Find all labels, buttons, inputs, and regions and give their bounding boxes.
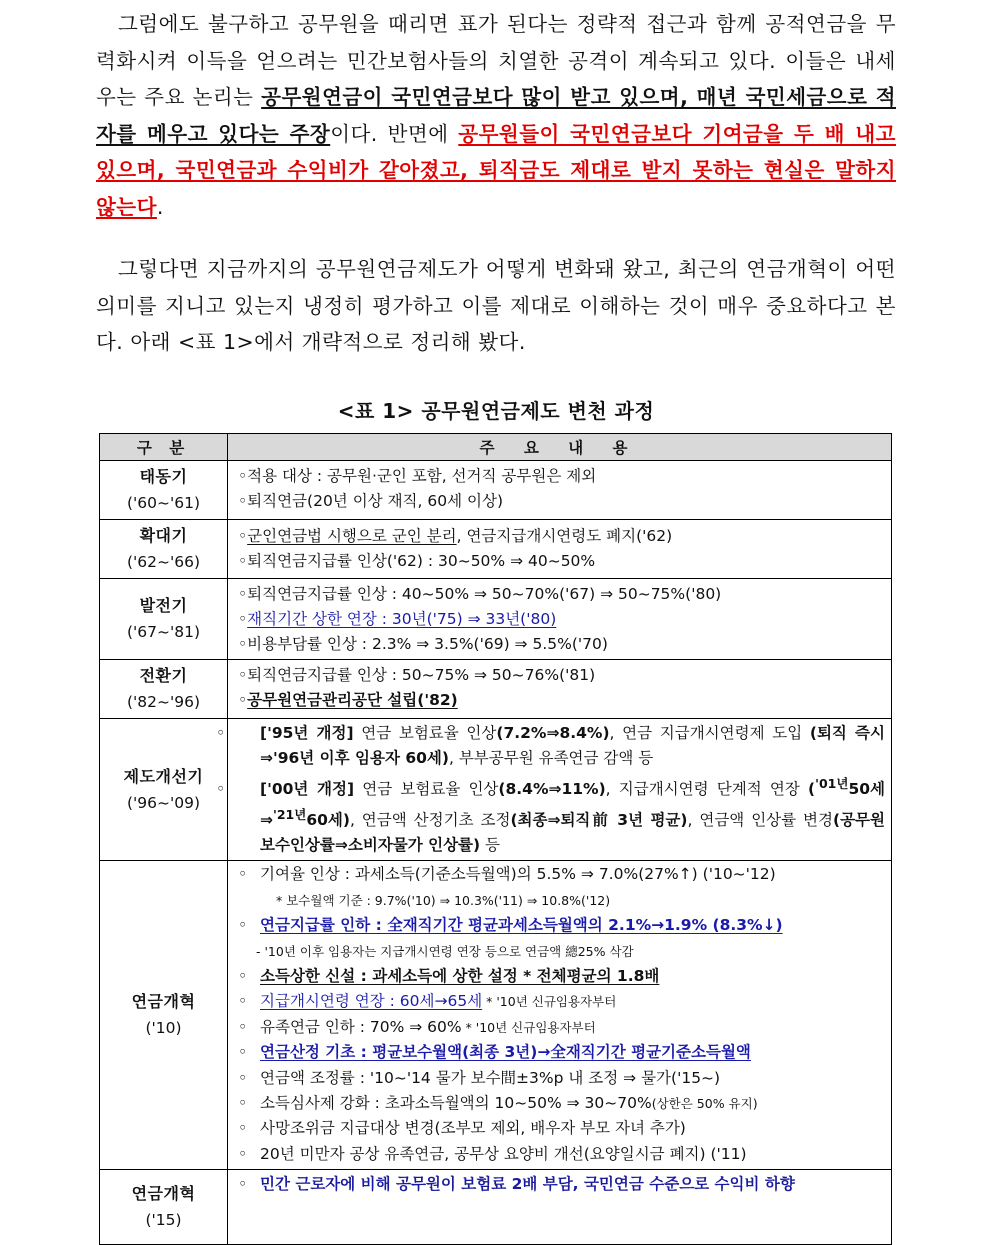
bullet-marker: ◦ [238,992,248,1011]
item-text: 등 [480,836,501,855]
list-item [238,1172,885,1197]
item-text: 연금 보험료율 인상 [354,780,499,799]
table-caption: <표 1> 공무원연금제도 변천 과정 [337,399,655,423]
blue-underlined-text: 재직기간 상한 연장 : 30년('75) ⇒ 33년('80) [247,610,557,628]
list-item [238,862,885,887]
list-item: ◦퇴직연금지급률 인상('62) : 30~50% ⇒ 40~50% [238,552,596,570]
bullet-marker: ◦ [238,691,248,709]
bullet-marker: ◦ [238,1175,248,1194]
category-period: ('10) [145,1019,182,1038]
list-item: ◦비용부담률 인상 : 2.3% ⇒ 3.5%('69) ⇒ 5.5%('70) [238,635,608,653]
item-text: , 연금액 인상률 변경 [687,811,833,830]
paragraph-lead: 그럼에도 불구하고 공무원을 때리면 표가 된다는 정략적 접근과 함께 공적연금을 무력화시켜 이득을 얻으려는 민간보험사들의 치열한 공격이 계속되고 있다. 이들은 내세우는 주요 논리는 [96,12,896,109]
bullet-marker: ◦ [238,1093,248,1112]
category-name: 태동기 [139,467,188,486]
table-row [100,1170,892,1245]
reality-text: 공무원들이 국민연금보다 기여금을 두 배 내고 있으며, 국민연금과 수익비가 같아졌고, 퇴직금도 제대로 받지 못하는 현실은 말하지 않는다 [96,121,896,219]
content-cell [228,861,892,1170]
list-item: ◦퇴직연금지급률 인상 : 50~75% ⇒ 50~76%('81) [238,666,596,684]
content-cell [228,660,892,719]
bold-text: (최종⇒퇴직前 3년 평균) [510,811,688,830]
bullet-marker: ◦ [238,1119,248,1138]
bold-text: 50세⇒ [260,780,885,830]
category-period: ('96~'09) [126,793,201,812]
list-item [238,1040,885,1065]
header-category: 구 분 [100,434,228,461]
category-cell [100,861,228,1170]
item-text: 사망조위금 지급대상 변경(조부모 제외, 배우자 부모 자녀 추가) [260,1119,686,1138]
item-text: , 연금지급개시연령도 폐지('62) [456,527,673,545]
category-cell [100,1170,228,1245]
item-text: , 연금 지급개시연령제 도입 [609,724,810,742]
superscript-year: '01년 [815,776,849,791]
second-paragraph [96,251,896,361]
category-name: 확대기 [139,526,188,545]
table-row [100,660,892,719]
category-name: 전환기 [139,666,188,685]
list-item [238,688,885,713]
category-name: 발전기 [139,596,188,615]
content-cell [228,1170,892,1245]
list-item [238,607,885,632]
paragraph2-text: 그렇다면 지금까지의 공무원연금제도가 어떻게 변화돼 왔고, 최근의 연금개혁이 어떤 의미를 지니고 있는지 냉정히 평가하고 이를 제대로 이해하는 것이 매우 중요하다고 본다. 아래 <표 1>에서 개략적으로 정리해 봤다. [96,257,896,354]
list-item [238,1015,885,1040]
item-text: 20년 미만자 공상 유족연금, 공무상 요양비 개선(요양일시금 폐지) ('11) [260,1144,747,1163]
table-header-row [100,434,892,461]
blue-underlined-text: 지급개시연령 연장 : 60세→65세 [260,992,483,1011]
bold-text: (공무원 보수인상률⇒소비자물가 인상률) [260,811,886,855]
content-cell [228,579,892,660]
category-period: ('15) [145,1211,182,1230]
category-cell [100,719,228,861]
list-item [238,913,885,938]
list-item: ◦적용 대상 : 공무원·군인 포함, 선거직 공무원은 제외 [238,467,597,485]
bullet-marker: ◦ [238,865,248,884]
list-item [238,1142,885,1167]
bullet-marker: ◦ [238,966,248,985]
note-text: * '10년 신규임용자부터 [461,1019,596,1035]
item-text: , 부부공무원 유족연금 감액 등 [448,749,654,767]
item-text: 유족연금 인하 : 70% ⇒ 60% [260,1017,462,1036]
bullet-marker: ◦ [238,1017,248,1036]
content-cell [228,520,892,579]
category-period: ('62~'66) [126,553,201,571]
reform-label: ['00년 개정] [260,780,355,799]
list-item: ◦퇴직연금(20년 이상 재직, 60세 이상) [238,492,503,510]
paragraph-end: . [156,194,164,219]
bold-text: 60세) [306,811,350,830]
category-cell [100,520,228,579]
blue-underlined-text: 연금산정 기초 : 평균보수월액(최종 3년)→全재직기간 평균기준소득월액 [260,1043,751,1062]
item-text: 소득심사제 강화 : 초과소득월액의 10~50% ⇒ 30~70% [260,1093,652,1112]
table-row [100,520,892,579]
list-item [238,1116,885,1141]
category-cell [100,579,228,660]
bullet-marker: ◦ [238,1068,248,1087]
paragraph-middle: 이다. 반면에 [330,121,459,146]
category-period: ('60~'61) [126,494,201,512]
item-text: , 연금액 산정기초 조정 [349,811,511,830]
category-period: ('67~'81) [126,623,201,641]
list-item [216,771,886,858]
pension-history-table [99,433,892,1245]
item-text: , 지급개시연령 단계적 연장 [605,780,809,799]
list-item [238,524,885,549]
list-item: ◦퇴직연금지급률 인상 : 40~50% ⇒ 50~70%('67) ⇒ 50~75%('80) [238,585,722,603]
bold-blue-text: 민간 근로자에 비해 공무원이 보험료 2배 부담, 국민연금 수준으로 수익비 하향 [260,1175,795,1194]
bullet-marker: ◦ [238,610,248,628]
underlined-text: 공무원연금관리공단 설립('82) [247,691,458,709]
category-cell [100,660,228,719]
table-row [100,579,892,660]
table-row [100,719,892,861]
superscript-year: '21년 [273,807,307,823]
bullet-marker: ◦ [238,1043,248,1062]
category-period: ('82~'96) [126,693,201,711]
bullet-marker: ◦ [216,724,226,742]
item-text: 연금 보험료율 인상 [353,724,497,742]
underlined-text: 군인연금법 시행으로 군인 분리 [247,527,457,545]
bold-text: (8.4%⇒11%) [498,780,606,799]
category-name: 제도개선기 [123,766,204,786]
bold-text: (7.2%⇒8.4%) [496,724,610,742]
item-text: 연금액 조정률 : '10~'14 물가 보수間±3%p 내 조정 ⇒ 물가('15~) [260,1068,721,1087]
content-cell [228,461,892,520]
table-row [100,461,892,520]
note-line: - '10년 이후 임용자는 지급개시연령 연장 등으로 연금액 總25% 삭감 [256,943,634,959]
underlined-text: 소득상한 신설 : 과세소득에 상한 설정 * 전체평균의 1.8배 [260,966,660,985]
bullet-marker: ◦ [238,527,248,545]
table-row [100,861,892,1170]
bullet-marker: ◦ [238,916,248,935]
content-cell [216,719,892,861]
list-item [238,1066,885,1091]
note-text: (상한은 50% 유지) [651,1095,758,1111]
list-item [238,964,885,989]
category-name: 연금개혁 [131,1184,196,1204]
claim-text: 공무원연금이 국민연금보다 많이 받고 있으며, 매년 국민세금으로 적자를 메우고 있다는 주장 [96,85,897,146]
header-content: 주 요 내 용 [228,434,892,461]
category-name: 연금개혁 [131,992,196,1012]
bold-text: (퇴직 즉시⇒'96년 이후 임용자 60세) [260,724,885,767]
reform-label: ['95년 개정] [260,724,354,742]
bold-text: ( [808,780,816,799]
list-item [216,721,885,771]
note-text: * '10년 신규임용자부터 [482,994,617,1010]
item-text: 기여율 인상 : 과세소득(기준소득월액)의 5.5% ⇒ 7.0%(27%↑) ('10~'12) [260,865,776,884]
note-line: * 보수월액 기준 : 9.7%('10) ⇒ 10.3%('11) ⇒ 10.8%('12) [276,892,611,908]
list-item [238,1091,885,1116]
list-item [238,989,885,1014]
blue-underlined-text: 연금지급률 인하 : 全재직기간 평균과세소득월액의 2.1%→1.9% (8.3%↓) [260,916,783,935]
bullet-marker: ◦ [238,1144,248,1163]
intro-paragraph [96,6,896,225]
category-cell [100,461,228,520]
bullet-marker: ◦ [216,780,226,799]
